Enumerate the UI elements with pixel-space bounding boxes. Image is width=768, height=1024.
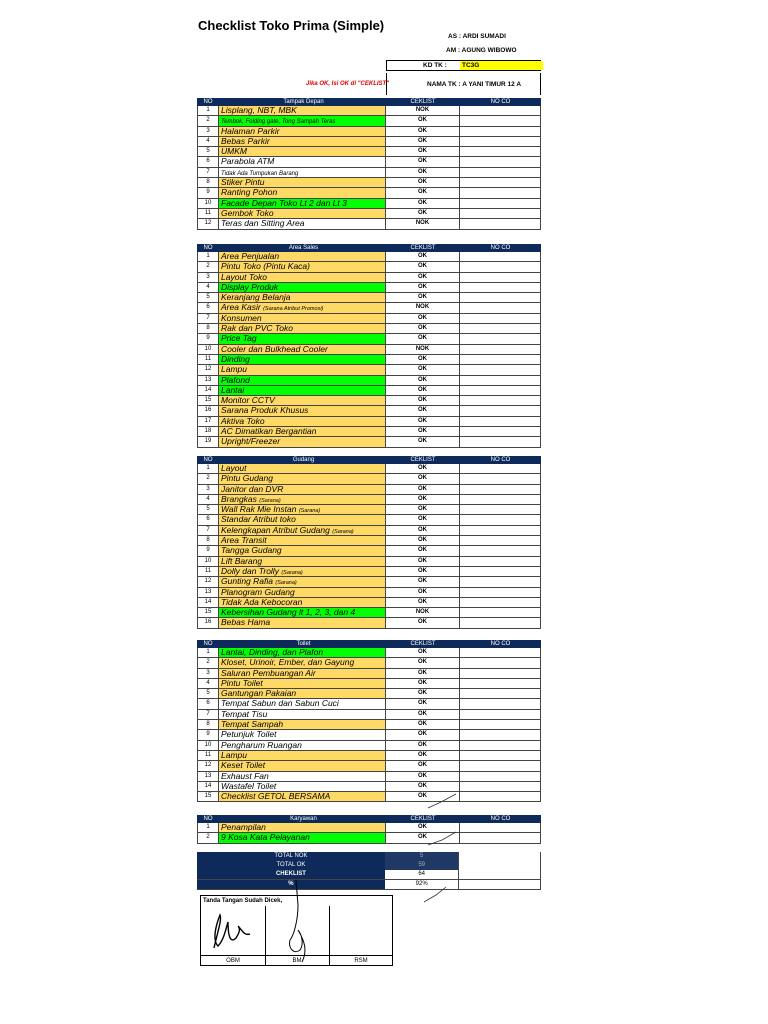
item-note: (Sarana Atribut Promosi) [263, 306, 324, 313]
ceklist-value[interactable]: OK [386, 157, 460, 166]
item-label: Plafond [221, 375, 250, 385]
item-label: Tidak Ada Tumpukan Barang [221, 170, 299, 177]
item-label: Area Penjualan [221, 252, 280, 261]
ceklist-value[interactable]: OK [386, 526, 460, 535]
row-number: 9 [197, 334, 219, 343]
item-label: Stiker Pintu [221, 178, 265, 188]
row-number: 6 [197, 515, 219, 524]
row-number: 1 [197, 464, 219, 473]
item-label: UMKM [221, 147, 247, 157]
item-label: Bebas Hama [221, 618, 271, 628]
item-label: Display Produk [221, 282, 279, 292]
item-label: Wastafel Toilet [221, 781, 277, 791]
ceklist-value[interactable]: OK [386, 137, 460, 146]
item-label: Lampu [221, 750, 247, 760]
ceklist-value[interactable]: NOK [386, 608, 460, 617]
ceklist-value[interactable]: OK [386, 464, 460, 473]
ceklist-value[interactable]: OK [386, 658, 460, 667]
item-label: Pintu Gudang [221, 474, 273, 484]
row-number: 3 [197, 127, 219, 136]
row-number: 12 [197, 577, 219, 586]
ceklist-value[interactable]: OK [386, 262, 460, 271]
ceklist-value[interactable]: OK [386, 710, 460, 719]
signature-label-rsm: RSM [354, 958, 368, 964]
row-number: 1 [197, 648, 219, 657]
ceklist-value[interactable]: OK [386, 209, 460, 218]
col-noco-header: NO CO [490, 816, 511, 822]
row-number: 12 [197, 365, 219, 374]
total-nok-label: TOTAL NOK [197, 852, 385, 861]
row-number: 14 [197, 782, 219, 791]
col-no-header: NO [203, 99, 213, 105]
row-number: 5 [197, 689, 219, 698]
ceklist-value[interactable]: OK [386, 772, 460, 781]
ceklist-value[interactable]: OK [386, 505, 460, 514]
ceklist-value[interactable]: OK [386, 417, 460, 426]
row-number: 5 [197, 293, 219, 302]
ceklist-value[interactable]: OK [386, 376, 460, 385]
row-number: 10 [197, 345, 219, 354]
ceklist-value[interactable]: OK [386, 495, 460, 504]
item-label: Saluran Pembuangan Air [221, 668, 316, 678]
ceklist-value[interactable]: OK [386, 116, 460, 125]
col-noco-header: NO CO [490, 99, 511, 105]
row-number: 3 [197, 485, 219, 494]
item-label: Tempat Sabun dan Sabun Cuci [221, 699, 339, 709]
ceklist-value[interactable]: OK [386, 127, 460, 136]
item-label: Ranting Pohon [221, 188, 278, 198]
ceklist-value[interactable]: OK [386, 567, 460, 576]
row-number: 11 [197, 751, 219, 760]
row-number: 7 [197, 710, 219, 719]
row-number: 16 [197, 618, 219, 627]
row-number: 10 [197, 557, 219, 566]
ceklist-value[interactable]: OK [386, 178, 460, 187]
item-label: AC Dimatikan Bergantian [221, 427, 317, 437]
percent-label: % [197, 880, 385, 889]
row-number: 3 [197, 273, 219, 282]
row-number: 1 [197, 823, 219, 832]
row-number: 5 [197, 147, 219, 156]
row-number: 2 [197, 474, 219, 483]
row-number: 14 [197, 598, 219, 607]
item-label: Pintu Toko (Pintu Kaca) [221, 262, 310, 272]
item-label: Kebersihan Gudang lt 1, 2, 3, dan 4 [221, 608, 356, 618]
item-label: Teras dan Sitting Area [221, 219, 305, 229]
item-label: Wall Rak Mie Instan [221, 505, 297, 515]
ceklist-value[interactable]: OK [386, 485, 460, 494]
as-name: AS : ARDI SUMADI [448, 33, 506, 40]
ceklist-value[interactable]: OK [386, 334, 460, 343]
row-number: 13 [197, 588, 219, 597]
ceklist-value[interactable]: OK [386, 699, 460, 708]
item-label: Exhaust Fan [221, 771, 269, 781]
ceklist-value[interactable]: OK [386, 679, 460, 688]
ceklist-value[interactable]: OK [386, 689, 460, 698]
row-number: 10 [197, 741, 219, 750]
item-label: Penampilan [221, 823, 266, 832]
item-label: Kelengkapan Atribut Gudang [221, 525, 330, 535]
ceklist-value[interactable]: OK [386, 618, 460, 627]
ceklist-value[interactable]: NOK [386, 345, 460, 354]
row-number: 7 [197, 526, 219, 535]
item-label: Keranjang Belanja [221, 293, 291, 303]
item-label: Aktiva Toko [221, 416, 265, 426]
item-label: Upright/Freezer [221, 437, 281, 447]
item-label: Layout Toko [221, 272, 267, 282]
ceklist-value[interactable]: OK [386, 396, 460, 405]
row-number: 7 [197, 314, 219, 323]
col-noco-header: NO CO [490, 641, 511, 647]
ceklist-value[interactable]: OK [386, 833, 460, 842]
item-label: Gunting Rafia [221, 577, 273, 587]
section-title: Karyawan [290, 816, 317, 822]
item-note: (Sarana) [275, 580, 297, 587]
col-no-header: NO [203, 457, 213, 463]
row-number: 14 [197, 386, 219, 395]
item-label: Kloset, Urinoir, Ember, dan Gayung [221, 658, 355, 668]
col-noco-header: NO CO [490, 457, 511, 463]
item-note: (Sarana) [298, 508, 321, 515]
total-ok-label: TOTAL OK [197, 861, 385, 870]
row-number: 8 [197, 178, 219, 187]
item-label: Area Transit [221, 536, 267, 546]
ceklist-value[interactable]: OK [386, 314, 460, 323]
ceklist-value[interactable]: OK [386, 557, 460, 566]
item-label: Halaman Parkir [221, 126, 280, 136]
item-label: Bebas Parkir [221, 136, 270, 146]
item-label: Price Tag [221, 334, 257, 344]
row-number: 16 [197, 406, 219, 415]
am-name: AM : AGUNG WIBOWO [446, 47, 517, 54]
ceklist-value[interactable]: OK [386, 188, 460, 197]
row-number: 4 [197, 679, 219, 688]
col-ceklist-header: CEKLIST [410, 99, 436, 105]
ceklist-value[interactable]: OK [386, 365, 460, 374]
item-label: Tempat Sampah [221, 720, 284, 730]
ceklist-value[interactable]: OK [386, 273, 460, 282]
ceklist-value[interactable]: OK [386, 406, 460, 415]
ceklist-value[interactable]: OK [386, 515, 460, 524]
check-mark-toilet [428, 794, 456, 808]
row-number: 1 [197, 252, 219, 261]
row-number: 2 [197, 116, 219, 125]
ceklist-value[interactable]: OK [386, 437, 460, 446]
store-code-value: TC3G [460, 61, 543, 70]
row-number: 7 [197, 168, 219, 177]
col-ceklist-header: CEKLIST [410, 641, 436, 647]
item-label: Lantai, Dinding, dan Plafon [221, 648, 324, 657]
row-number: 4 [197, 137, 219, 146]
row-number: 11 [197, 209, 219, 218]
row-number: 3 [197, 669, 219, 678]
col-ceklist-header: CEKLIST [410, 457, 436, 463]
ceklist-value[interactable]: OK [386, 427, 460, 436]
signature-obm [214, 915, 250, 948]
row-number: 1 [197, 106, 219, 115]
item-label: Gantungan Pakaian [221, 689, 297, 699]
row-number: 4 [197, 283, 219, 292]
total-nok-value: 5 [385, 852, 460, 861]
col-ceklist-header: CEKLIST [410, 816, 436, 822]
item-label: Dinding [221, 354, 250, 364]
checklist-total-label: CHEKLIST [197, 870, 385, 879]
row-number: 13 [197, 376, 219, 385]
check-mark-total [424, 887, 446, 902]
ceklist-value[interactable]: OK [386, 386, 460, 395]
item-label: Lift Barang [221, 556, 263, 566]
row-number: 9 [197, 546, 219, 555]
row-number: 6 [197, 157, 219, 166]
item-label: Parabola ATM [221, 157, 275, 167]
ceklist-value[interactable]: OK [386, 355, 460, 364]
row-number: 12 [197, 219, 219, 228]
item-label: Gembok Toko [221, 208, 274, 218]
row-number: 2 [197, 833, 219, 842]
ceklist-value[interactable]: NOK [386, 303, 460, 312]
col-ceklist-header: CEKLIST [410, 245, 436, 251]
section-title: Area Sales [288, 245, 319, 251]
row-number: 5 [197, 505, 219, 514]
ceklist-value[interactable]: OK [386, 669, 460, 678]
ceklist-value[interactable]: OK [386, 741, 460, 750]
row-number: 15 [197, 792, 219, 801]
row-number: 9 [197, 188, 219, 197]
row-number: 2 [197, 262, 219, 271]
ceklist-value[interactable]: NOK [386, 219, 460, 228]
row-number: 19 [197, 437, 219, 446]
ceklist-value[interactable]: OK [386, 546, 460, 555]
item-label: Standar Atribut toko [221, 515, 296, 525]
ceklist-value[interactable]: OK [386, 324, 460, 333]
row-number: 2 [197, 658, 219, 667]
item-label: Planogram Gudang [221, 587, 295, 597]
item-label: Tidak Ada Kebocoran [221, 597, 303, 607]
ceklist-value[interactable]: OK [386, 720, 460, 729]
ceklist-value[interactable]: OK [386, 577, 460, 586]
item-label: Sarana Produk Khusus [221, 406, 309, 416]
ceklist-value[interactable]: OK [386, 751, 460, 760]
ceklist-value[interactable]: OK [386, 823, 460, 832]
total-ok-value: 59 [385, 861, 460, 870]
ceklist-value[interactable]: OK [386, 536, 460, 545]
section-title: Tampak Depan [283, 99, 324, 105]
ceklist-value[interactable]: OK [386, 730, 460, 739]
percent-value: 92% [385, 880, 460, 889]
row-number: 8 [197, 536, 219, 545]
item-label: Rak dan PVC Toko [221, 324, 293, 334]
item-label: Lisplang, NBT, MBK [221, 106, 297, 115]
item-label: Petunjuk Toilet [221, 730, 277, 740]
item-note: (Sarana) [332, 528, 354, 535]
row-number: 8 [197, 720, 219, 729]
instruction-note: Jika OK, Isi OK di "CEKLIST" [306, 81, 390, 87]
item-label: Monitor CCTV [221, 396, 275, 406]
row-number: 11 [197, 355, 219, 364]
item-label: Keset Toilet [221, 761, 266, 771]
row-number: 15 [197, 396, 219, 405]
item-label: Facade Depan Toko Lt 2 dan Lt 3 [221, 198, 347, 208]
ceklist-value[interactable]: OK [386, 474, 460, 483]
item-label: 9 Kosa Kata Pelayanan [221, 833, 310, 843]
page-title: Checklist Toko Prima (Simple) [198, 18, 385, 33]
item-label: Lantai [221, 385, 245, 395]
signature-label-obm: OBM [226, 958, 240, 964]
section-title: Toilet [296, 641, 311, 647]
item-note: (Sarana) [259, 497, 281, 504]
item-label: Konsumen [221, 313, 262, 323]
item-label: Dolly dan Trolly [221, 566, 279, 576]
col-noco-header: NO CO [490, 245, 511, 251]
row-number: 11 [197, 567, 219, 576]
item-note: (Sarana) [281, 569, 303, 576]
store-name: NAMA TK : A YANI TIMUR 12 A [427, 81, 522, 88]
signature-caption: Tanda Tangan Sudah Dicek, [203, 898, 283, 904]
item-label: Janitor dan DVR [221, 484, 284, 494]
row-number: 9 [197, 730, 219, 739]
item-label: Checklist GETOL BERSAMA [221, 792, 331, 802]
ceklist-value[interactable]: OK [386, 782, 460, 791]
row-number: 12 [197, 761, 219, 770]
row-number: 6 [197, 303, 219, 312]
item-label: Pengharum Ruangan [221, 740, 302, 750]
checklist-total-value: 64 [385, 870, 460, 879]
ceklist-value[interactable]: OK [386, 252, 460, 261]
row-number: 4 [197, 495, 219, 504]
item-label: Area Kasir [221, 303, 261, 313]
item-label: Tempat Tisu [221, 709, 268, 719]
row-number: 15 [197, 608, 219, 617]
item-label: Pintu Toilet [221, 678, 263, 688]
signature-bm [290, 880, 305, 962]
row-number: 6 [197, 699, 219, 708]
row-number: 13 [197, 772, 219, 781]
item-label: Layout [221, 464, 247, 473]
ceklist-value[interactable]: OK [386, 648, 460, 657]
ceklist-value[interactable]: OK [386, 588, 460, 597]
ceklist-value[interactable]: OK [386, 283, 460, 292]
store-code-label: KD TK : [423, 62, 447, 69]
item-label: Tangga Gudang [221, 546, 282, 556]
col-no-header: NO [203, 245, 213, 251]
row-number: 10 [197, 199, 219, 208]
item-label: Tembok, Folding gate, Tong Sampah Teras [221, 119, 336, 126]
row-number: 18 [197, 427, 219, 436]
item-label: Lampu [221, 365, 247, 375]
ceklist-value[interactable]: NOK [386, 106, 460, 115]
section-title: Gudang [292, 457, 315, 463]
ceklist-value[interactable]: OK [386, 792, 460, 801]
row-number: 17 [197, 417, 219, 426]
signature-label-bm: BM [292, 958, 302, 964]
ceklist-value[interactable]: OK [386, 147, 460, 156]
item-label: Cooler dan Bulkhead Cooler [221, 344, 328, 354]
item-label: Brangkas [221, 494, 257, 504]
ceklist-value[interactable]: OK [386, 598, 460, 607]
check-mark-karyawan [428, 832, 456, 845]
ceklist-value[interactable]: OK [386, 168, 460, 177]
ceklist-value[interactable]: OK [386, 199, 460, 208]
ceklist-value[interactable]: OK [386, 293, 460, 302]
row-number: 8 [197, 324, 219, 333]
col-no-header: NO [203, 641, 213, 647]
col-no-header: NO [203, 816, 213, 822]
ceklist-value[interactable]: OK [386, 761, 460, 770]
